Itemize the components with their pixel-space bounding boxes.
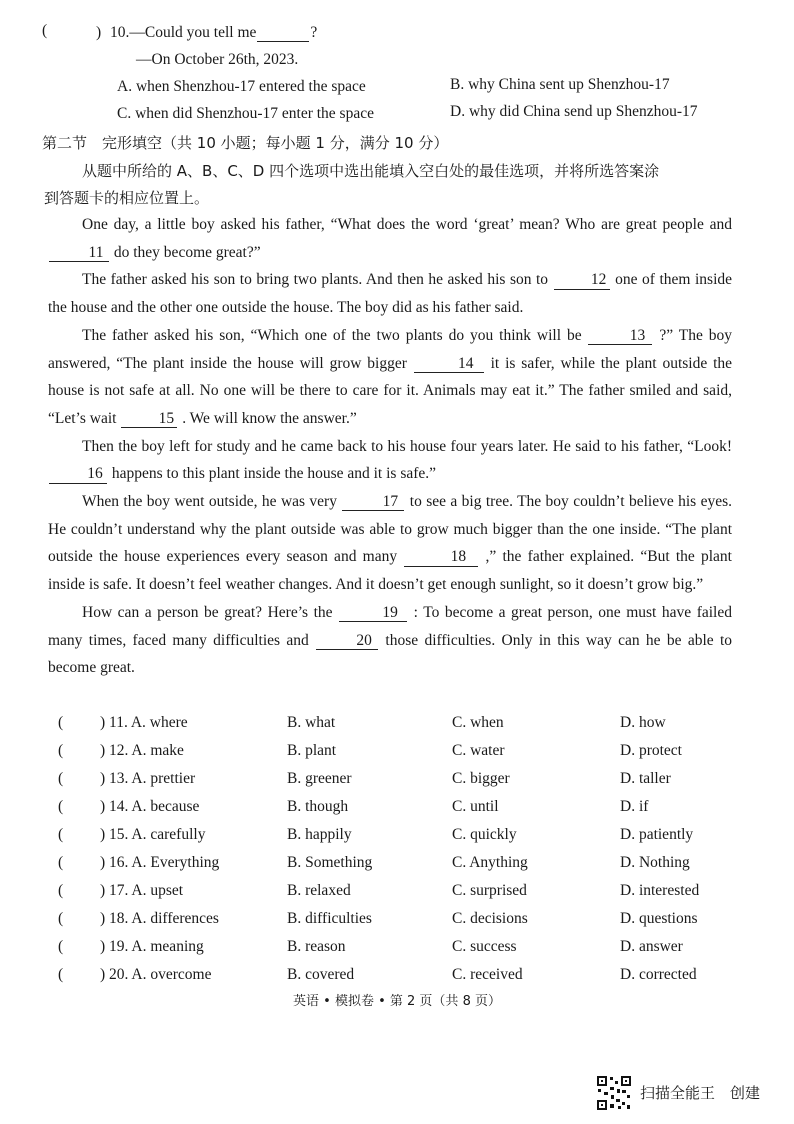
- passage-paragraph-3: [48, 322, 732, 433]
- option-a: ) 15. A. carefully: [100, 826, 206, 843]
- option-c: C. Anything: [452, 854, 528, 871]
- option-a: ) 18. A. differences: [100, 910, 219, 927]
- answer-paren[interactable]: (: [58, 742, 64, 759]
- option-c: C. water: [452, 742, 505, 759]
- passage-text: one of them inside the house and the other one outside the house. The boy did as his father said.: [48, 271, 733, 317]
- q10-open-paren: (: [42, 22, 48, 39]
- q10-stem-text: 10.—Could you tell me: [110, 24, 257, 41]
- option-a: ) 12. A. make: [100, 742, 184, 759]
- option-c: C. when: [452, 714, 504, 731]
- option-b: B. though: [287, 798, 349, 815]
- option-a: ) 20. A. overcome: [100, 966, 212, 983]
- option-b: B. difficulties: [287, 910, 372, 927]
- passage-paragraph-4: [48, 433, 732, 488]
- passage-paragraph-5: [48, 488, 732, 599]
- option-c: C. bigger: [452, 770, 510, 787]
- blank-17: 17: [342, 494, 404, 511]
- question-row: [58, 742, 748, 764]
- passage-paragraph-2: [48, 266, 732, 321]
- page-footer: 英语 • 模拟卷 • 第 2 页（共 8 页）: [293, 994, 501, 1009]
- passage-text: those difficulties. Only in this way can he be able to become great.: [48, 631, 733, 677]
- blank-19: 19: [339, 605, 407, 622]
- blank-16: 16: [49, 466, 107, 483]
- option-c: C. quickly: [452, 826, 517, 843]
- option-b: B. happily: [287, 826, 352, 843]
- blank-12: 12: [554, 272, 610, 289]
- cloze-passage: [48, 211, 732, 682]
- answer-paren[interactable]: (: [58, 826, 64, 843]
- scanner-watermark: 扫描全能王 创建: [640, 1084, 761, 1102]
- section-heading: 第二节 完形填空（共 10 小题；每小题 1 分，满分 10 分）: [42, 134, 449, 152]
- answer-paren[interactable]: (: [58, 910, 64, 927]
- option-c: C. surprised: [452, 882, 527, 899]
- option-d: D. answer: [620, 938, 683, 955]
- answer-paren[interactable]: (: [58, 714, 64, 731]
- q10-close-paren: ): [96, 24, 102, 41]
- option-d: D. taller: [620, 770, 671, 787]
- question-row: [58, 854, 748, 876]
- passage-text: to see a big tree. The boy couldn’t believe his eyes. He couldn’t understand why the plant outside was able to grow much bigger than the one inside. “The plant outside the house experiences every season and many: [48, 493, 732, 566]
- option-b: B. what: [287, 714, 336, 731]
- q10-answer-line: —On October 26th, 2023.: [136, 51, 299, 68]
- option-c: C. until: [452, 798, 499, 815]
- option-a: ) 19. A. meaning: [100, 938, 204, 955]
- q10-stem: [110, 24, 317, 42]
- section-instruction-line2: 到答题卡的相应位置上。: [44, 189, 210, 207]
- option-d: D. patiently: [620, 826, 694, 843]
- blank-11: 11: [49, 245, 109, 262]
- option-d: D. corrected: [620, 966, 697, 983]
- question-row: [58, 714, 748, 736]
- passage-text: : To become a great person, one must have failed many times, faced many difficulties and: [48, 603, 732, 649]
- option-c: C. received: [452, 966, 523, 983]
- option-d: D. protect: [620, 742, 682, 759]
- blank-15: 15: [121, 411, 177, 428]
- passage-text: One day, a little boy asked his father, “What does the word ‘great’ mean? Who are great people and: [82, 216, 732, 233]
- passage-text: The father asked his son to bring two plants. And then he asked his son to: [82, 271, 549, 289]
- blank-13: 13: [588, 328, 652, 345]
- passage-text: it is safer, while the plant outside the house is not safe at all. No one will be there to care for it. Animals may eat it.” The father smiled and said, “Let’s wait: [48, 354, 733, 427]
- blank-14: 14: [414, 356, 484, 373]
- question-row: [58, 966, 748, 988]
- option-a: ) 11. A. where: [100, 714, 188, 731]
- answer-paren[interactable]: (: [58, 854, 64, 871]
- option-b: B. plant: [287, 742, 337, 759]
- answer-paren[interactable]: (: [58, 798, 64, 815]
- answer-paren[interactable]: (: [58, 966, 64, 983]
- option-b: B. covered: [287, 966, 355, 983]
- passage-paragraph-1: [48, 211, 732, 266]
- question-row: [58, 882, 748, 904]
- blank-20: 20: [316, 633, 378, 650]
- passage-text: The father asked his son, “Which one of the two plants do you think will be: [82, 326, 582, 344]
- section-instruction-line1: 从题中所给的 A、B、C、D 四个选项中选出能填入空白处的最佳选项，并将所选答案涂: [82, 162, 660, 180]
- option-a: ) 17. A. upset: [100, 882, 184, 899]
- option-b: B. reason: [287, 938, 346, 955]
- q10-option-a: A. when Shenzhou-17 entered the space: [117, 78, 366, 95]
- option-a: ) 16. A. Everything: [100, 854, 220, 871]
- option-d: D. Nothing: [620, 854, 690, 871]
- option-d: D. interested: [620, 882, 700, 899]
- option-c: C. success: [452, 938, 517, 955]
- option-b: B. relaxed: [287, 882, 351, 899]
- passage-text: How can a person be great? Here’s the: [82, 603, 333, 621]
- answer-paren[interactable]: (: [58, 938, 64, 955]
- answer-paren[interactable]: (: [58, 770, 64, 787]
- blank-18: 18: [404, 549, 478, 566]
- q10-option-c: C. when did Shenzhou-17 enter the space: [117, 105, 374, 122]
- option-d: D. if: [620, 798, 649, 815]
- option-c: C. decisions: [452, 910, 528, 927]
- option-a: ) 14. A. because: [100, 798, 200, 815]
- passage-paragraph-6: [48, 599, 732, 682]
- question-row: [58, 938, 748, 960]
- question-row: [58, 770, 748, 792]
- option-b: B. greener: [287, 770, 352, 787]
- q10-stem-end: ?: [310, 24, 318, 41]
- q10-option-d: D. why did China send up Shenzhou-17: [450, 103, 698, 120]
- answer-paren[interactable]: (: [58, 882, 64, 899]
- passage-text: When the boy went outside, he was very: [82, 493, 337, 511]
- passage-text: happens to this plant inside the house and it is safe.”: [111, 465, 437, 483]
- option-d: D. questions: [620, 910, 698, 927]
- question-row: [58, 826, 748, 848]
- passage-text: ?” The boy answered, “The plant inside the house will grow bigger: [48, 326, 733, 372]
- option-d: D. how: [620, 714, 666, 731]
- qr-code-icon: [596, 1075, 632, 1111]
- question-row: [58, 910, 748, 932]
- question-row: [58, 798, 748, 820]
- option-a: ) 13. A. prettier: [100, 770, 196, 787]
- q10-blank: [257, 25, 309, 42]
- option-b: B. Something: [287, 854, 373, 871]
- passage-text: Then the boy left for study and he came back to his house four years later. He said to his father, “Look!: [82, 437, 732, 455]
- passage-text: . We will know the answer.”: [182, 409, 357, 427]
- q10-option-b: B. why China sent up Shenzhou-17: [450, 76, 670, 93]
- passage-text: do they become great?”: [113, 243, 261, 261]
- passage-text: ,” the father explained. “But the plant inside is safe. It doesn’t feel weather changes. And it doesn’t get enough sunlight, so it doesn’t grow big.”: [48, 548, 732, 594]
